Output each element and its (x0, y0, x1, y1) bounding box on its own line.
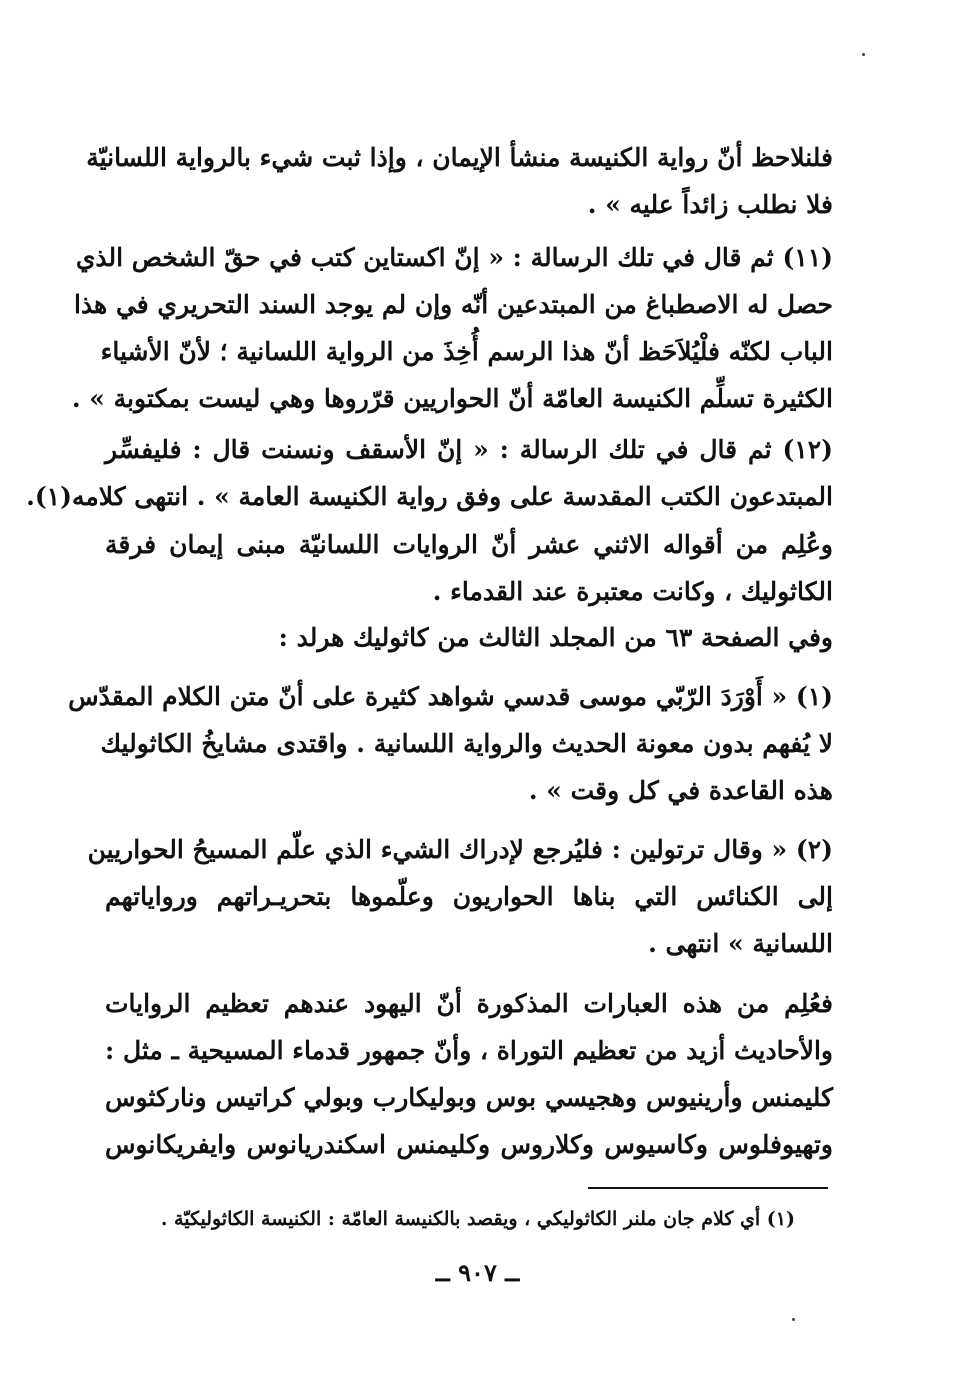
text-line: فعُلِم من هذه العبارات المذكورة أنّ اليهود عندهم تعظيم الروايات (105, 989, 833, 1018)
text-line: (١) « أَوْرَدَ الرّبّي موسى قدسي شواهد كثيرة على أنّ متن الكلام المقدّس (68, 682, 833, 711)
paragraph-3 (26, 426, 833, 520)
text-line: المبتدعون الكتب المقدسة على وفق رواية الكنيسة العامة » . انتهى كلامه(١). (26, 482, 833, 511)
text-line: الباب لكنّه فلْيُلاَحَظ أنّ هذا الرسم أُخِذَ من الرواية اللسانية ؛ لأنّ الأشياء (100, 337, 833, 366)
text-line: لا يُفهم بدون معونة الحديث والرواية اللسانية . واقتدى مشايخُ الكاثوليك (100, 729, 833, 758)
footnote: (١) أي كلام جان ملنر الكاثوليكي ، ويقصد بالكنيسة العامّة : الكنيسة الكاثوليكيّة . (160, 1208, 795, 1230)
text-line: هذه القاعدة في كل وقت » . (528, 776, 833, 805)
text-line: فلا نطلب زائداً عليه » . (587, 190, 833, 219)
text-line: (١١) ثم قال في تلك الرسالة : « إنّ اكستاين كتب في حقّ الشخص الذي (75, 243, 833, 272)
text-line: إلى الكنائس التي بناها الحواريون وعلّموها بتحريـراتهم ورواياتهم (105, 882, 833, 911)
text-line: وعُلِم من أقواله الاثني عشر أنّ الروايات اللسانيّة مبنى إيمان فرقة (105, 530, 833, 559)
text-line: فلنلاحظ أنّ رواية الكنيسة منشأ الإيمان ، وإذا ثبت شيء بالرواية اللسانيّة (86, 143, 833, 172)
paragraph-4 (105, 521, 833, 615)
page-number: ــ ٩٠٧ ــ (435, 1258, 520, 1287)
paragraph-8 (105, 980, 833, 1168)
paragraph-7 (87, 826, 833, 967)
paragraph-6 (68, 673, 833, 814)
footnote-separator (588, 1187, 828, 1189)
text-line: وفي الصفحة ٦٣ من المجلد الثالث من كاثوليك هرلد : (278, 623, 833, 652)
text-line: الكاثوليك ، وكانت معتبرة عند القدماء . (432, 577, 833, 606)
text-line: الكثيرة تسلِّم الكنيسة العامّة أنّ الحواريين قرّروها وهي ليست بمكتوبة » . (71, 384, 833, 413)
scan-speck (862, 53, 865, 56)
text-line: حصل له الاصطباغ من المبتدعين أنّه وإن لم يوجد السند التحريري في هذا (73, 290, 833, 319)
scan-speck (792, 1318, 795, 1321)
paragraph-5 (105, 614, 833, 661)
text-line: (١٢) ثم قال في تلك الرسالة : « إنّ الأسقف ونسنت قال : فليفسِّر (105, 435, 833, 464)
text-line: (٢) « وقال ترتولين : فليُرجع لإدراك الشيء الذي علّم المسيحُ الحواريين (87, 835, 833, 864)
text-line: وتهيوفلوس وكاسيوس وكلاروس وكليمنس اسكندريانوس وايفريكانوس (105, 1130, 833, 1159)
text-line: والأحاديث أزيد من تعظيم التوراة ، وأنّ جمهور قدماء المسيحية ـ مثل : (105, 1036, 833, 1065)
paragraph-1 (86, 134, 833, 228)
text-line: اللسانية » انتهى . (648, 929, 833, 958)
text-line: كليمنس وأرينيوس وهجيسي بوس وبوليكارب وبولي كراتيس وناركثوس (105, 1083, 833, 1112)
paragraph-2 (71, 234, 833, 422)
